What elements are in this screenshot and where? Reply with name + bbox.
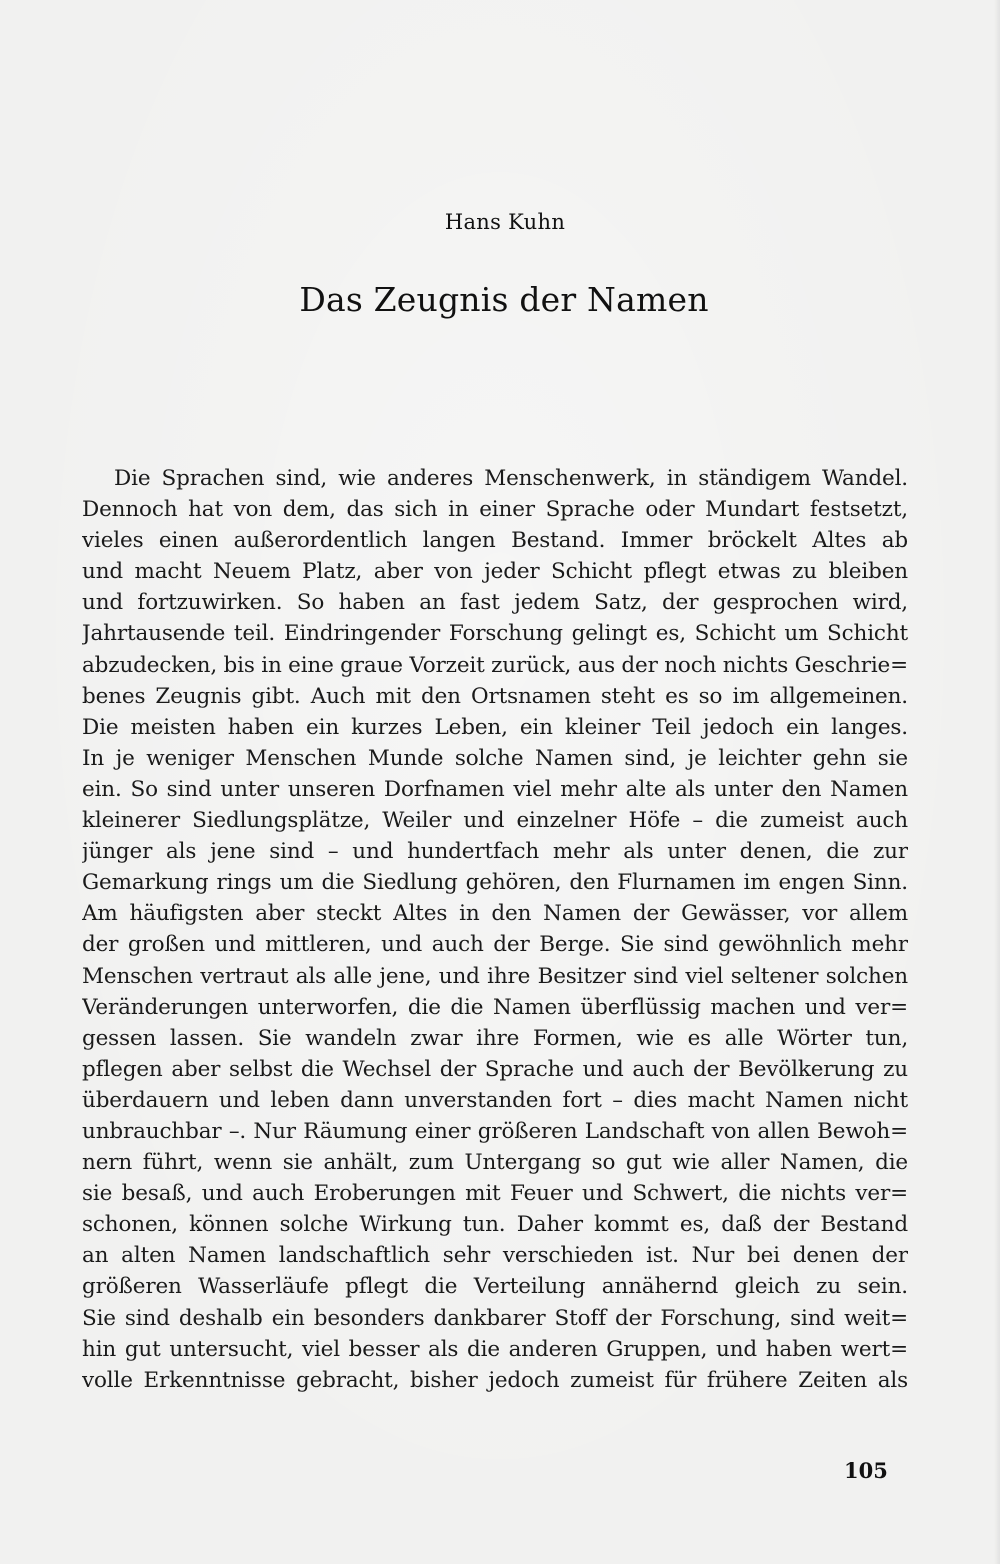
body-paragraph [82,463,908,1396]
page-number: 105 [844,1458,888,1483]
text-line: und fortzuwirken. So haben an fast jedem Satz, der gesprochen wird, [82,590,908,616]
text-line: hin gut untersucht, viel besser als die anderen Gruppen, und haben wert= [82,1336,908,1362]
text-line: Menschen vertraut als alle jene, und ihre Besitzer sind viel seltener solchen [82,963,908,989]
text-line: nern führt, wenn sie anhält, zum Untergang so gut wie aller Namen, die [82,1150,908,1176]
text-line: Die Sprachen sind, wie anderes Menschenwerk, in ständigem Wandel. [114,466,908,491]
text-line: an alten Namen landschaftlich sehr verschieden ist. Nur bei denen der [82,1243,908,1269]
text-line: kleinerer Siedlungsplätze, Weiler und einzelner Höfe – die zumeist auch [82,808,908,834]
text-line: Gemarkung rings um die Siedlung gehören, den Flurnamen im engen Sinn. [82,870,908,896]
text-line: abzudecken, bis in eine graue Vorzeit zurück, aus der noch nichts Geschrie= [82,652,908,678]
text-line: jünger als jene sind – und hundertfach mehr als unter denen, die zur [82,839,908,865]
author-name: Hans Kuhn [444,210,566,234]
text-line: größeren Wasserläufe pflegt die Verteilung annähernd gleich zu sein. [82,1274,908,1300]
text-line: gessen lassen. Sie wandeln zwar ihre Formen, wie es alle Wörter tun, [82,1025,908,1051]
text-line: Die meisten haben ein kurzes Leben, ein kleiner Teil jedoch ein langes. [82,714,908,740]
text-line: unbrauchbar –. Nur Räumung einer größeren Landschaft von allen Bewoh= [82,1118,908,1144]
text-line: volle Erkenntnisse gebracht, bisher jedoch zumeist für frühere Zeiten als [82,1367,908,1393]
text-line: Dennoch hat von dem, das sich in einer Sprache oder Mundart festsetzt, [82,497,908,523]
page-edge-shadow [994,0,1000,1564]
text-line: Veränderungen unterworfen, die die Namen überflüssig machen und ver= [82,994,908,1020]
text-line: sie besaß, und auch Eroberungen mit Feuer und Schwert, die nichts ver= [82,1181,908,1207]
text-line: Sie sind deshalb ein besonders dankbarer Stoff der Forschung, sind weit= [82,1305,908,1331]
text-line: und macht Neuem Platz, aber von jeder Schicht pflegt etwas zu bleiben [82,559,908,585]
text-line: benes Zeugnis gibt. Auch mit den Ortsnamen steht es so im allgemeinen. [82,683,908,709]
text-line: ein. So sind unter unseren Dorfnamen viel mehr alte als unter den Namen [82,776,908,802]
text-line: vieles einen außerordentlich langen Bestand. Immer bröckelt Altes ab [82,528,908,554]
text-line: In je weniger Menschen Munde solche Namen sind, je leichter gehn sie [82,745,908,771]
text-line: Jahrtausende teil. Eindringender Forschung gelingt es, Schicht um Schicht [82,621,908,647]
text-line: Am häufigsten aber steckt Altes in den Namen der Gewässer, vor allem [82,901,908,927]
text-line: pflegen aber selbst die Wechsel der Sprache und auch der Bevölkerung zu [82,1056,908,1082]
chapter-title: Das Zeugnis der Namen [299,280,709,319]
text-line: überdauern und leben dann unverstanden fort – dies macht Namen nicht [82,1087,908,1113]
text-line: der großen und mittleren, und auch der Berge. Sie sind gewöhnlich mehr [82,932,908,958]
text-line: schonen, können solche Wirkung tun. Daher kommt es, daß der Bestand [82,1212,908,1238]
